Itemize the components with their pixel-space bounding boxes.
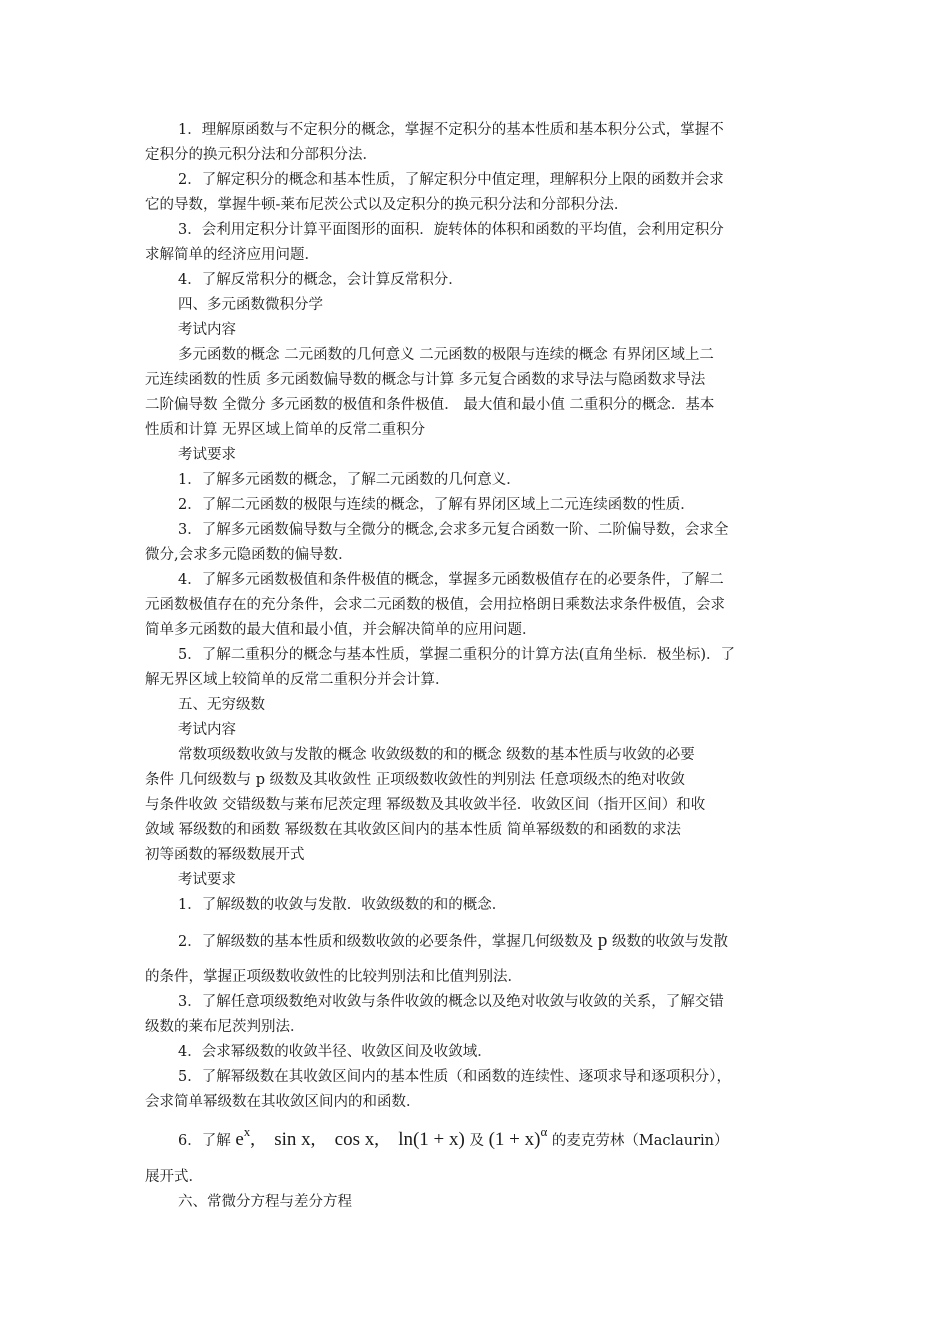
text-fragment: 的麦克劳林（Maclaurin） (551, 1133, 729, 1149)
math-exp: $e^x$, (235, 1124, 256, 1150)
text-line: 2．了解定积分的概念和基本性质，了解定积分中值定理，理解积分上限的函数并会求 (178, 172, 724, 188)
section-heading: 六、常微分方程与差分方程 (178, 1194, 352, 1210)
text-line: 简单多元函数的最大值和最小值，并会解决简单的应用问题． (145, 622, 537, 638)
text-line: 1．了解级数的收敛与发散．收敛级数的和的概念． (178, 897, 507, 913)
math-sin: sin x, (274, 1129, 316, 1150)
text-line: 5．了解幂级数在其收敛区间内的基本性质（和函数的连续性、逐项求导和逐项积分）， (178, 1069, 731, 1085)
text-line: 与条件收敛 交错级数与莱布尼茨定理 幂级数及其收敛半径．收敛区间（指开区间）和收 (145, 797, 706, 813)
text-line: 会求简单幂级数在其收敛区间内的和函数． (145, 1094, 421, 1110)
text-line: 常数项级数收敛与发散的概念 收敛级数的和的概念 级数的基本性质与收敛的必要 (178, 747, 695, 763)
text-line: 敛域 幂级数的和函数 幂级数在其收敛区间内的基本性质 简单幂级数的和函数的求法 (145, 822, 681, 838)
text-line: 1．了解多元函数的概念，了解二元函数的几何意义． (178, 472, 521, 488)
text-fragment: 及 (469, 1133, 484, 1149)
math-p: p (597, 930, 608, 951)
text-line: 性质和计算 无界区域上简单的反常二重积分 (145, 422, 426, 438)
text-fragment: 6．了解 (178, 1133, 231, 1149)
subsection-heading: 考试内容 (178, 322, 236, 338)
text-line (178, 930, 728, 952)
text-line: 解无界区域上较简单的反常二重积分并会计算． (145, 672, 450, 688)
text-line: 4．了解反常积分的概念，会计算反常积分． (178, 272, 463, 288)
text-line: 4．会求幂级数的收敛半径、收敛区间及收敛域． (178, 1044, 492, 1060)
text-line: 微分,会求多元隐函数的偏导数． (145, 547, 353, 563)
text-line: 初等函数的幂级数展开式 (145, 847, 305, 863)
math-sup: α (540, 1124, 548, 1139)
math-sup: x (243, 1124, 251, 1139)
text-line: 2．了解二元函数的极限与连续的概念，了解有界闭区域上二元连续函数的性质． (178, 497, 695, 513)
math-base: (1 + x) (488, 1129, 541, 1150)
section-heading: 四、多元函数微积分学 (178, 297, 323, 313)
text-line: 多元函数的概念 二元函数的几何意义 二元函数的极限与连续的概念 有界闭区域上二 (178, 347, 714, 363)
subsection-heading: 考试要求 (178, 447, 236, 463)
text-line: 求解简单的经济应用问题． (145, 247, 319, 263)
text-line: 条件 几何级数与 p 级数及其收敛性 正项级数收敛性的判别法 任意项级杰的绝对收敛 (145, 772, 685, 788)
text-line: 1．理解原函数与不定积分的概念，掌握不定积分的基本性质和基本积分公式，掌握不 (178, 122, 724, 138)
section-heading: 五、无穷级数 (178, 697, 265, 713)
math-power (488, 1124, 548, 1150)
text-line: 二阶偏导数 全微分 多元函数的极值和条件极值． 最大值和最小值 二重积分的概念．基本 (145, 397, 715, 413)
text-line: 3．了解任意项级数绝对收敛与条件收敛的概念以及绝对收敛与收敛的关系，了解交错 (178, 994, 724, 1010)
subsection-heading: 考试要求 (178, 872, 236, 888)
math-base: e (235, 1129, 244, 1150)
text-line: 定积分的换元积分法和分部积分法． (145, 147, 377, 163)
math-cos: cos x, (334, 1129, 379, 1150)
text-line: 3．会利用定积分计算平面图形的面积．旋转体的体积和函数的平均值，会利用定积分 (178, 222, 724, 238)
text-line: 展开式． (145, 1169, 203, 1185)
text-line: 它的导数，掌握牛顿-莱布尼茨公式以及定积分的换元积分法和分部积分法． (145, 197, 629, 213)
text-fragment: 2．了解级数的基本性质和级数收敛的必要条件，掌握几何级数及 (178, 934, 594, 950)
text-line: 4．了解多元函数极值和条件极值的概念，掌握多元函数极值存在的必要条件，了解二 (178, 572, 724, 588)
math-ln: ln(1 + x) (398, 1129, 465, 1150)
text-line: 的条件，掌握正项级数收敛性的比较判别法和比值判别法． (145, 969, 522, 985)
text-fragment: 级数的收敛与发散 (611, 934, 728, 950)
text-line: 元函数极值存在的充分条件，会求二元函数的极值，会用拉格朗日乘数法求条件极值，会求 (145, 597, 725, 613)
text-line: 3．了解多元函数偏导数与全微分的概念,会求多元复合函数一阶、二阶偏导数，会求全 (178, 522, 729, 538)
text-line: 元连续函数的性质 多元函数偏导数的概念与计算 多元复合函数的求导法与隐函数求导法 (145, 372, 706, 388)
text-line (178, 1124, 729, 1151)
text-line: 级数的莱布尼茨判别法． (145, 1019, 305, 1035)
text-line: 5．了解二重积分的概念与基本性质，掌握二重积分的计算方法(直角坐标．极坐标)．了 (178, 647, 736, 663)
subsection-heading: 考试内容 (178, 722, 236, 738)
